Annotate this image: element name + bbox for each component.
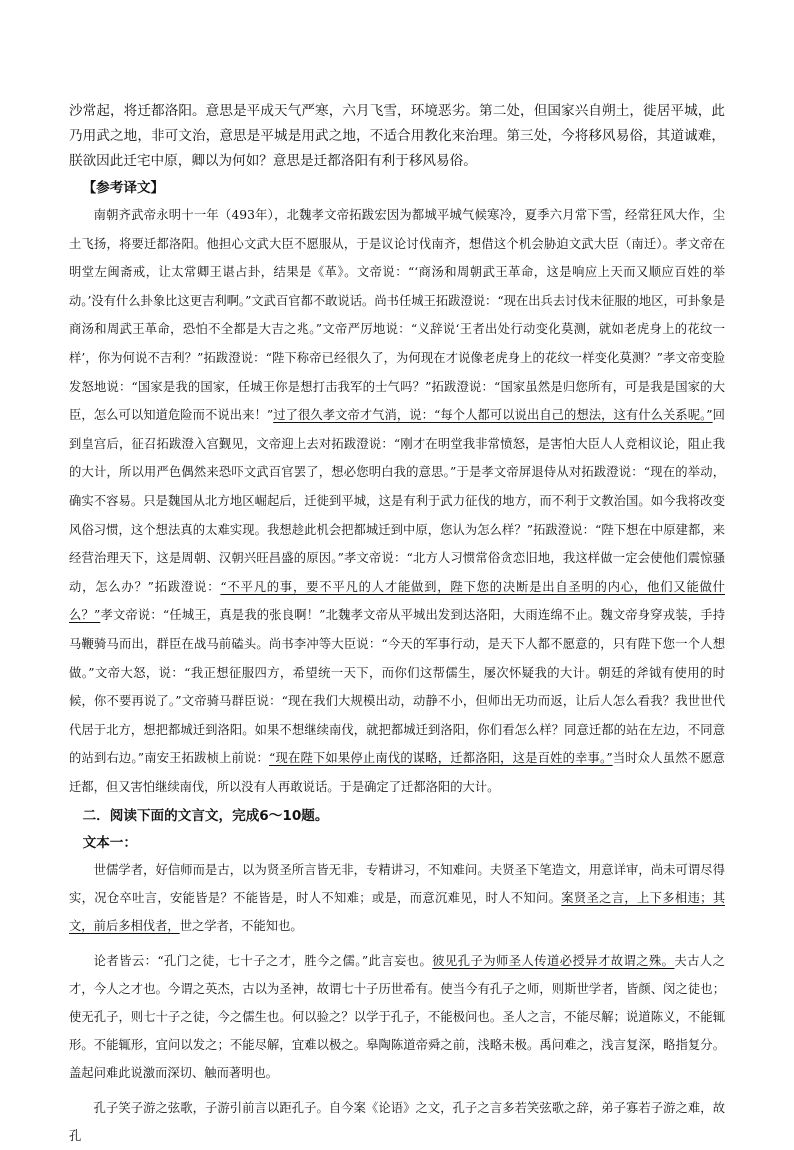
- translation-text-2: 回到皇宫后，征召拓跋澄入宫觐见，文帝迎上去对拓跋澄说：“刚才在明堂我非常愤怒，是害怕大臣人人竞相议论，阻止我的大计，所以用严色偶然来恐吓文武百官罢了，想必您明白我的意思。”于是孝文帝屏退侍从对拓跋澄说：“现在的举动，确实不容易。只是魏国从北方地区崛起后，迁徙到平城，这是有利于武力征伐的地方，而不利于文教治国。如今我将改变风俗习惯，这个想法真的太难实现。我想趁此机会把都城迁到中原，您认为怎么样？”拓跋澄说：“陛下想在中原建都，来经营治理天下，这是周朝、汉朝兴旺昌盛的原因。”孝文帝说：“北方人习惯常俗贪恋旧地，我这样做一定会使他们震惊骚动，怎么办？”拓跋澄说：: [69, 408, 725, 594]
- classical-text-2a: 论者皆云：“孔门之徒，七十子之才，胜今之儒。”此言妄也。: [93, 954, 433, 969]
- classical-underlined-1: 案贤圣之言，上下多相违；其文，前后多相伐者，: [69, 891, 725, 934]
- translation-paragraph: [69, 201, 725, 801]
- classical-text-2b: 夫古人之才，今人之才也。今谓之英杰，古以为圣神，故谓七十子历世希有。使当今有孔子之师，则斯世学者，皆颜、闵之徒也；使无孔子，则七十子之徒，今之儒生也。何以验之？以学于孔子，不能极问也。圣人之言，不能尽解；说道陈义，不能辄形。不能辄形，宜问以发之；不能尽解，宜难以极之。皋陶陈道帝舜之前，浅略未极。禹问难之，浅言复深，略指复分。盖起问难此说激而深切、触而著明也。: [69, 954, 725, 1081]
- translation-text-3: 孝文帝说：“任城王，真是我的张良啊！”北魏孝文帝从平城出发到达洛阳，大雨连绵不止。魏文帝身穿戎装，手持马鞭骑马而出，群臣在战马前磕头。尚书李冲等大臣说：“今天的军事行动，是天下人都不愿意的，只有陛下您一个人想做。”文帝大怒，说：“我正想征服四方，希望统一天下，而你们这帮儒生，屡次怀疑我的大计。朝廷的斧钺有使用的时候，你不要再说了。”文帝骑马群臣说：“现在我们大规模出动，动静不小，但师出无功而返，让后人怎么看我？我世世代代居于北方，想把都城迁到洛阳。如果不想继续南伐，就把都城迁到洛阳，你们看怎么样？同意迁都的站在左边，不同意的站到右边。”南安王拓跋桢上前说：: [69, 608, 725, 766]
- translation-underlined-2: “不平凡的事，要不平凡的人才能做到，陛下您的决断是出自圣明的内心，他们又能做什么？”: [69, 579, 725, 623]
- reference-translation-heading: 【参考译文】: [82, 180, 165, 196]
- classical-paragraph-3: 孔子笑子游之弦歌，子游引前言以距孔子。自今案《论语》之文，孔子之言多若笑弦歌之辞，弟子寡若子游之难，故孔: [69, 1101, 725, 1144]
- classical-underlined-2: 彼见孔子为师圣人传道必授异才故谓之殊。: [432, 954, 675, 969]
- classical-text-1a: 世儒学者，好信师而是古，以为贤圣所言皆无非，专精讲习，不知难问。夫贤圣下笔造文，用意详审，尚未可谓尽得实，况仓卒吐言，安能皆是？不能皆是，时人不知难；或是，而意沉难见，时人不知问。: [69, 863, 725, 906]
- classical-paragraph-2: [69, 947, 725, 1087]
- classical-text-1b: 世之学者，不能知也。: [179, 919, 303, 934]
- question-heading: 二．阅读下面的文言文，完成6～10题。: [82, 808, 329, 825]
- document-content: [69, 99, 725, 1150]
- classical-paragraph-1: [69, 856, 725, 940]
- translation-underlined-3: “现在陛下如果停止南伐的谋略，迁都洛阳，这是百姓的幸事。”: [269, 751, 613, 766]
- translation-text-1: 南朝齐武帝永明十一年（493年），北魏孝文帝拓跋宏因为都城平城气候寒冷，夏季六月常下雪，经常狂风大作，尘土飞扬，将要迁都洛阳。他担心文武大臣不愿服从，于是议论讨伐南齐，想借这个机会胁迫文武大臣（南迁）。孝文帝在明堂左闽斋戒，让太常卿王谌占卦，结果是《革》。文帝说：“‘商汤和周朝武王革命，这是响应上天而又顺应百姓的举动。’没有什么卦象比这更吉利啊。”文武百官都不敢说话。尚书任城王拓跋澄说：“现在出兵去讨伐未征服的地区，可卦象是商汤和周武王革命，恐怕不全都是大吉之兆。”文帝严厉地说：“义辞说‘王者出处行动变化莫测，就如老虎身上的花纹一样’，你为何说不吉利？”拓跋澄说：“陛下称帝已经很久了，为何现在才说像老虎身上的花纹一样变化莫测？”孝文帝变脸发怒地说：“国家是我的国家，任城王你是想打击我军的士气吗？”拓跋澄说：“国家虽然是归您所有，可是我是国家的大臣，怎么可以知道危险而不说出来！”: [69, 208, 725, 423]
- translation-underlined-1: 过了很久孝文帝才气消，说：“每个人都可以说出自己的想法，这有什么关系呢。”: [273, 408, 713, 423]
- text-one-label: 文本一：: [82, 835, 137, 852]
- intro-paragraph: 沙常起，将迁都洛阳。意思是平成天气严寒，六月飞雪，环境恶劣。第二处，但国家兴自朔土，徙居平城，此乃用武之地，非可文治，意思是平城是用武之地，不适合用教化来治理。第三处，今将移风易俗，其道诚难，朕欲因此迁宅中原，卿以为何如？意思是迁都洛阳有利于移风易俗。: [69, 103, 725, 169]
- translation-text-4: 当时众人虽然不愿意迁都，但又害怕继续南伐，所以没有人再敢说话。于是确定了迁都洛阳的大计。: [69, 751, 725, 794]
